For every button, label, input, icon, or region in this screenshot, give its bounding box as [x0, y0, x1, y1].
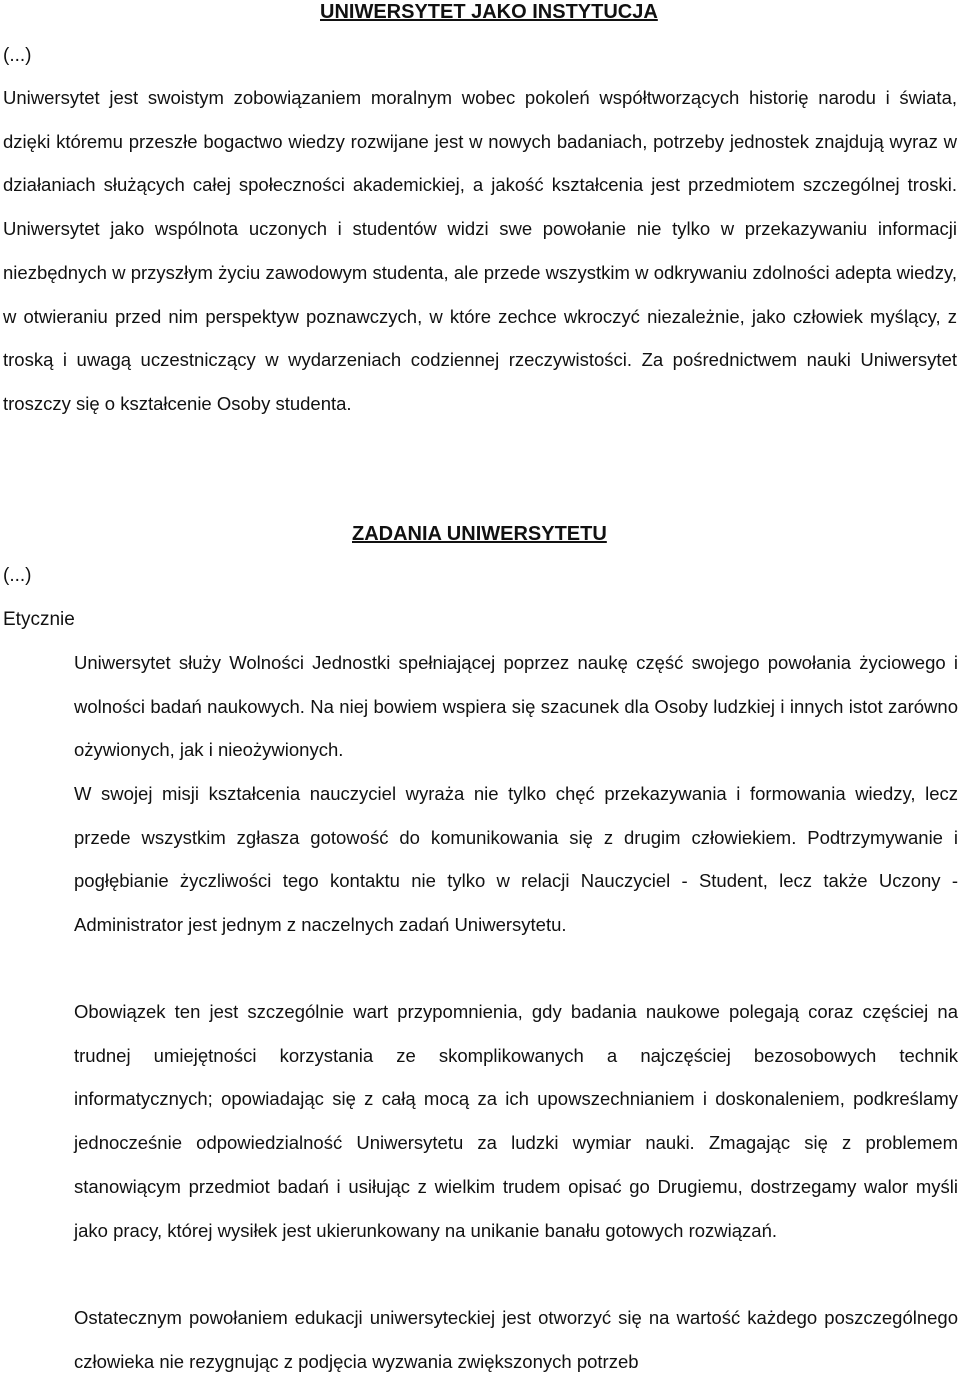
section-heading-institution: UNIWERSYTET JAKO INSTYTUCJA	[320, 1, 658, 23]
paragraph-freedom: Uniwersytet służy Wolności Jednostki spełniającej poprzez naukę część swojego powołania życiowego i wolności badań naukowych. Na niej bowiem wspiera się szacunek dla Osoby ludzkiej i innych istot zarówno ożywionych, jak i nieożywionych.	[74, 652, 958, 761]
omission-marker: (...)	[3, 45, 32, 66]
subheading-ethically: Etycznie	[3, 609, 75, 630]
paragraph-obligation: Obowiązek ten jest szczególnie wart przypomnienia, gdy badania naukowe polegają coraz częściej na trudnej umiejętności korzystania ze skomplikowanych a najczęściej bezosobowych technik informatycznych; opowiadając się z całą mocą za ich upowszechnianiem i doskonaleniem, podkreślamy jednocześnie odpowiedzialność Uniwersytetu za ludzki wymiar nauki. Zmagając się z problemem stanowiącym przedmiot badań i usiłując z wielkim trudem opisać go Drugiemu, dostrzegamy walor myśli jako pracy, której wysiłek jest ukierunkowany na unikanie banału gotowych rozwiązań.	[74, 1001, 958, 1241]
section-heading-tasks: ZADANIA UNIWERSYTETU	[352, 523, 607, 545]
paragraph-ultimate-calling: Ostatecznym powołaniem edukacji uniwersyteckiej jest otworzyć się na wartość każdego poszczególnego człowieka nie rezygnując z podjęcia wyzwania zwiększonych potrzeb	[74, 1307, 958, 1372]
omission-marker: (...)	[3, 565, 32, 586]
paragraph-teacher-mission: W swojej misji kształcenia nauczyciel wyraża nie tylko chęć przekazywania i formowania wiedzy, lecz przede wszystkim zgłasza gotowość do komunikowania się z drugim człowiekiem. Podtrzymywanie i pogłębianie życzliwości tego kontaktu nie tylko w relacji Nauczyciel - Student, lecz także Uczony - Administrator jest jednym z naczelnych zadań Uniwersytetu.	[74, 783, 958, 936]
paragraph-institution: Uniwersytet jest swoistym zobowiązaniem moralnym wobec pokoleń współtworzących historię narodu i świata, dzięki któremu przeszłe bogactwo wiedzy rozwijane jest w nowych badaniach, potrzeby jednostek znajdują wyraz w działaniach służących całej społeczności akademickiej, a jakość kształcenia jest przedmiotem szczególnej troski. Uniwersytet jako wspólnota uczonych i studentów widzi swe powołanie nie tylko w przekazywaniu informacji niezbędnych w przyszłym życiu zawodowym studenta, ale przede wszystkim w odkrywaniu zdolności adepta wiedzy, w otwieraniu przed nim perspektyw poznawczych, w które zechce wkroczyć niezależnie, jako człowiek myślący, z troską i uwagą uczestniczący w wydarzeniach codziennej rzeczywistości. Za pośrednictwem nauki Uniwersytet troszczy się o kształcenie Osoby studenta.	[3, 87, 957, 414]
